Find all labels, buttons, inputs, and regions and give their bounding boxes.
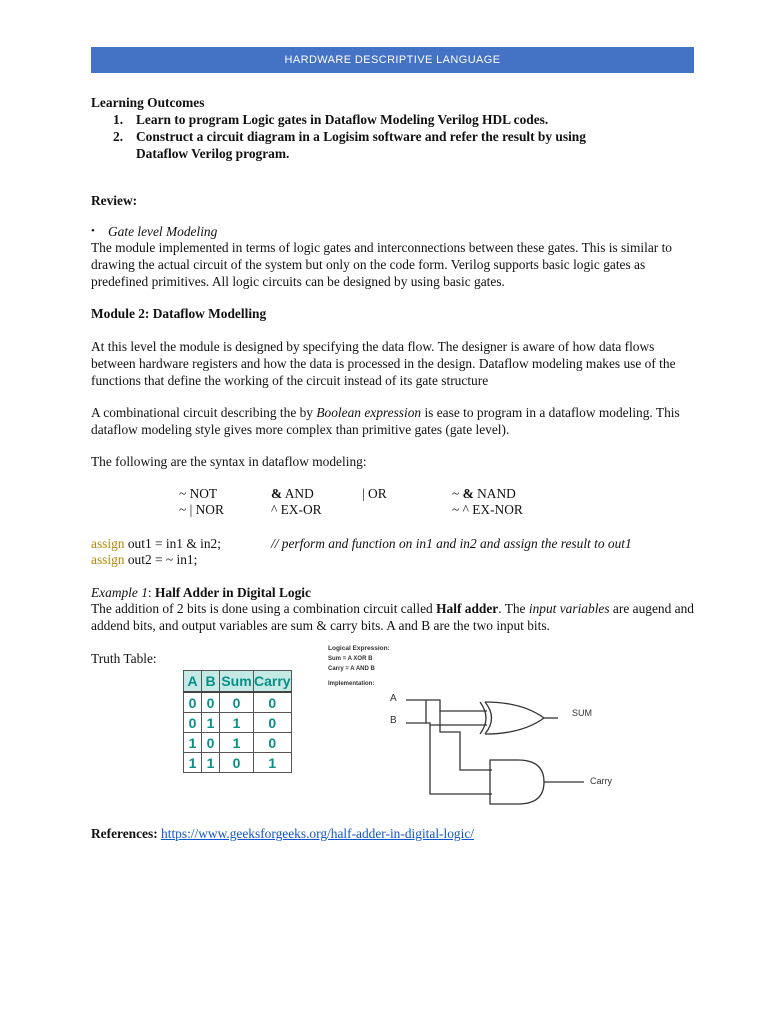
carry-expression: Carry = A AND B bbox=[328, 666, 375, 672]
code-text: out1 = in1 & in2; bbox=[124, 536, 221, 551]
cell: 0 bbox=[254, 692, 292, 713]
sum-output-label: SUM bbox=[572, 708, 592, 718]
input-a-label: A bbox=[390, 693, 397, 704]
references-line bbox=[91, 825, 474, 842]
syntax-and bbox=[271, 485, 314, 502]
document-header-banner: HARDWARE DESCRIPTIVE LANGUAGE bbox=[91, 47, 694, 73]
implementation-label: Implementation: bbox=[328, 681, 375, 687]
cell: 0 bbox=[254, 713, 292, 733]
header-a: A bbox=[184, 671, 202, 693]
xor-gate-icon bbox=[480, 702, 544, 734]
learning-outcomes-list bbox=[91, 111, 697, 162]
bullet-icon: • bbox=[91, 225, 95, 237]
learning-outcomes-section bbox=[91, 94, 697, 162]
review-title: Review: bbox=[91, 193, 138, 208]
gate-level-heading: Gate level Modeling bbox=[108, 224, 218, 239]
text-run: are augend and addend bits, and output variables are sum & carry bits. A and B are the two input bits. bbox=[91, 601, 694, 633]
text-run: is ease to program in a dataflow modeling. This dataflow modeling style gives more complex than primitive gates (gate level). bbox=[91, 405, 680, 437]
learning-outcome-text: Construct a circuit diagram in a Logisim software and refer the result by using Dataflow Verilog program. bbox=[136, 129, 586, 161]
example-title: Half Adder in Digital Logic bbox=[154, 585, 311, 600]
code-line-1 bbox=[91, 535, 221, 552]
nand-label: NAND bbox=[473, 486, 516, 501]
assign-keyword: assign bbox=[91, 536, 125, 551]
table-row bbox=[184, 753, 292, 773]
module-2-title: Module 2: Dataflow Modelling bbox=[91, 306, 267, 321]
learning-outcome-item bbox=[91, 128, 697, 162]
module-2-paragraph-2 bbox=[91, 404, 697, 438]
cell: 0 bbox=[254, 733, 292, 753]
header-sum: Sum bbox=[220, 671, 254, 693]
code-text: out2 = ~ in1; bbox=[124, 552, 198, 567]
cell: 1 bbox=[202, 713, 220, 733]
and-symbol: & bbox=[271, 486, 283, 501]
syntax-nand bbox=[452, 485, 516, 502]
input-variables-term: input variables bbox=[528, 601, 610, 616]
and-label: AND bbox=[282, 486, 314, 501]
and-gate-icon bbox=[490, 760, 544, 804]
cell: 0 bbox=[184, 713, 202, 733]
input-b-label: B bbox=[390, 715, 397, 726]
header-b: B bbox=[202, 671, 220, 693]
module-2-paragraph-1: At this level the module is designed by specifying the data flow. The designer is aware of how data flows between hardware registers and how the data is processed in the design. Dataflow modeling makes use of the functions that define the working of the circuit instead of its gate structure bbox=[91, 339, 676, 388]
nand-tilde: ~ bbox=[452, 486, 463, 501]
review-paragraph: The module implemented in terms of logic gates and interconnections between these gates. This is similar to drawing the actual circuit of the system but only on the code form. Verilog supports basic logic gates as predefined primitives. All logic circuits can be designed by using basic gates. bbox=[91, 240, 672, 289]
cell: 1 bbox=[254, 753, 292, 773]
half-adder-circuit-diagram bbox=[322, 642, 695, 812]
nand-symbol: & bbox=[462, 486, 474, 501]
cell: 0 bbox=[202, 733, 220, 753]
cell: 1 bbox=[184, 733, 202, 753]
cell: 1 bbox=[184, 753, 202, 773]
syntax-xnor: ~ ^ EX-NOR bbox=[452, 502, 523, 517]
logical-expression-label: Logical Expression: bbox=[328, 645, 390, 652]
code-line-2 bbox=[91, 551, 197, 568]
cell: 0 bbox=[184, 692, 202, 713]
syntax-or: | OR bbox=[362, 486, 387, 501]
syntax-nor: ~ | NOR bbox=[179, 502, 224, 517]
code-comment: // perform and function on in1 and in2 and assign the result to out1 bbox=[271, 536, 632, 551]
reference-link[interactable]: https://www.geeksforgeeks.org/half-adder-in-digital-logic/ bbox=[161, 826, 474, 841]
header-carry: Carry bbox=[254, 671, 292, 693]
example-paragraph bbox=[91, 600, 697, 634]
syntax-not: ~ NOT bbox=[179, 486, 218, 501]
table-row bbox=[184, 692, 292, 713]
cell: 0 bbox=[202, 692, 220, 713]
syntax-xor: ^ EX-OR bbox=[271, 502, 322, 517]
text-run: A combinational circuit describing the by bbox=[91, 405, 317, 420]
table-row bbox=[184, 713, 292, 733]
truth-table-label: Truth Table: bbox=[91, 651, 157, 666]
half-adder-term: Half adder bbox=[436, 601, 499, 616]
example-label: Example 1 bbox=[91, 585, 148, 600]
cell: 0 bbox=[220, 692, 254, 713]
cell: 1 bbox=[202, 753, 220, 773]
learning-outcome-item bbox=[91, 111, 697, 128]
assign-keyword: assign bbox=[91, 552, 125, 567]
truth-table bbox=[183, 670, 292, 773]
cell: 0 bbox=[220, 753, 254, 773]
text-run: . The bbox=[498, 601, 529, 616]
carry-output-label: Carry bbox=[590, 776, 612, 786]
cell: 1 bbox=[220, 713, 254, 733]
list-number: 1. bbox=[113, 112, 124, 127]
list-number: 2. bbox=[113, 129, 124, 144]
circuit-wires bbox=[406, 700, 584, 794]
learning-outcome-text: Learn to program Logic gates in Dataflow Modeling Verilog HDL codes. bbox=[136, 112, 549, 127]
module-2-paragraph-3: The following are the syntax in dataflow modeling: bbox=[91, 454, 367, 469]
truth-table-header-row bbox=[184, 671, 292, 693]
sum-expression: Sum = A XOR B bbox=[328, 656, 373, 662]
example-colon: : bbox=[147, 585, 155, 600]
learning-outcomes-title: Learning Outcomes bbox=[91, 95, 205, 110]
text-run: The addition of 2 bits is done using a combination circuit called bbox=[91, 601, 437, 616]
table-row bbox=[184, 733, 292, 753]
boolean-expression-term: Boolean expression bbox=[316, 405, 422, 420]
example-1-heading bbox=[91, 584, 697, 601]
references-label: References: bbox=[91, 826, 158, 841]
cell: 1 bbox=[220, 733, 254, 753]
